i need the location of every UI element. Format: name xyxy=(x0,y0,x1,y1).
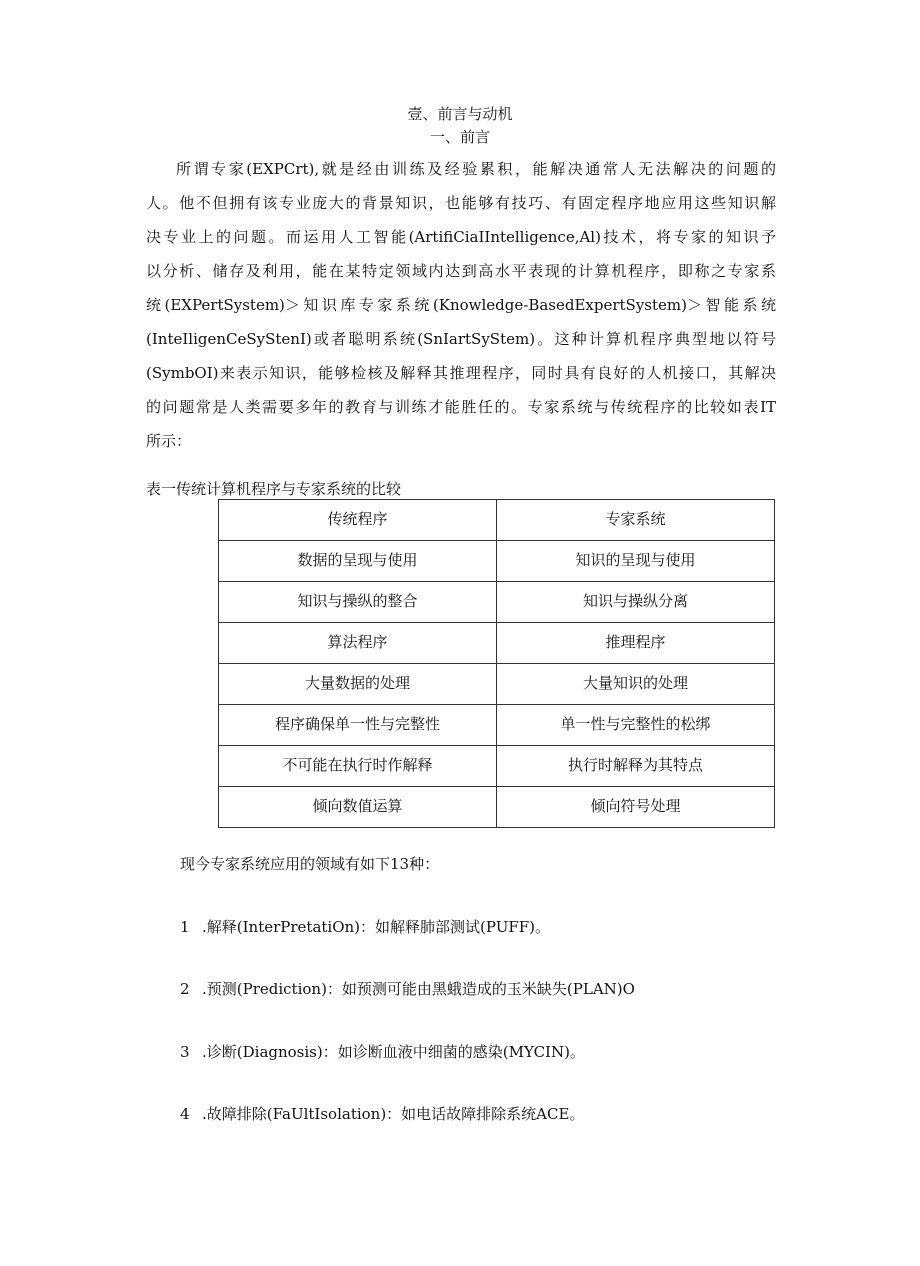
table-header-cell: 专家系统 xyxy=(497,500,775,541)
table-row xyxy=(219,664,775,705)
section-title: 壹、前言与动机 xyxy=(407,105,513,123)
paragraph-line: 决专业上的问题。而运用人工智能(ArtifiCiaIIntelligence,Al)技术，将专家的知识予 xyxy=(146,228,776,246)
list-text: .预测(Prediction)：如预测可能由黑蛾造成的玉米缺失(PLAN)O xyxy=(202,980,635,998)
table-header-row xyxy=(219,500,775,541)
table-cell: 数据的呈现与使用 xyxy=(219,541,497,582)
paragraph-line: 的问题常是人类需要多年的教育与训练才能胜任的。专家系统与传统程序的比较如表IT xyxy=(146,398,776,416)
table-header-cell: 传统程序 xyxy=(219,500,497,541)
table-row xyxy=(219,787,775,828)
list-number: 2 xyxy=(180,980,190,998)
paragraph-line: 统(EXPertSystem)＞知识库专家系统(Knowledge-BasedExpertSystem)＞智能系统 xyxy=(146,296,776,314)
list-item xyxy=(180,916,550,937)
list-number: 1 xyxy=(180,918,190,936)
table-row xyxy=(219,582,775,623)
table-cell: 倾向符号处理 xyxy=(497,787,775,828)
paragraph-line: 所示： xyxy=(146,432,192,450)
table-cell: 大量数据的处理 xyxy=(219,664,497,705)
table-cell: 倾向数值运算 xyxy=(219,787,497,828)
list-intro: 现今专家系统应用的领域有如下13种： xyxy=(180,855,440,873)
comparison-table xyxy=(218,499,775,828)
table-cell: 推理程序 xyxy=(497,623,775,664)
table-cell: 执行时解释为其特点 xyxy=(497,746,775,787)
table-cell: 单一性与完整性的松绑 xyxy=(497,705,775,746)
list-text: .故障排除(FaUltIsolation)：如电话故障排除系统ACE。 xyxy=(202,1105,585,1123)
paragraph-line: 所谓专家(EXPCrt),就是经由训练及经验累积，能解决通常人无法解决的问题的 xyxy=(176,160,776,178)
table-cell: 算法程序 xyxy=(219,623,497,664)
paragraph-line: (InteIligenCeSyStenI)或者聪明系统(SnIartSyStem)。这种计算机程序典型地以符号 xyxy=(146,330,776,348)
table-caption: 表一传统计算机程序与专家系统的比较 xyxy=(146,480,402,498)
table-cell: 程序确保单一性与完整性 xyxy=(219,705,497,746)
subsection-title: 一、前言 xyxy=(429,128,490,146)
intro-paragraph xyxy=(146,152,776,458)
paragraph-line: 人。他不但拥有该专业庞大的背景知识，也能够有技巧、有固定程序地应用这些知识解 xyxy=(146,194,776,212)
table-cell: 知识与操纵分离 xyxy=(497,582,775,623)
table-cell: 大量知识的处理 xyxy=(497,664,775,705)
list-text: .诊断(Diagnosis)：如诊断血液中细菌的感染(MYCIN)。 xyxy=(202,1043,585,1061)
list-item xyxy=(180,1041,585,1062)
list-item xyxy=(180,978,635,999)
paragraph-line: (SymbOI)来表示知识，能够检核及解释其推理程序，同时具有良好的人机接口，其解决 xyxy=(146,364,776,382)
table-cell: 知识与操纵的整合 xyxy=(219,582,497,623)
table-row xyxy=(219,746,775,787)
list-number: 3 xyxy=(180,1043,190,1061)
list-number: 4 xyxy=(180,1105,190,1123)
list-item xyxy=(180,1103,584,1124)
list-text: .解释(InterPretatiOn)：如解释肺部测试(PUFF)。 xyxy=(202,918,551,936)
table-cell: 知识的呈现与使用 xyxy=(497,541,775,582)
table-row xyxy=(219,705,775,746)
table-row xyxy=(219,541,775,582)
table-row xyxy=(219,623,775,664)
table-cell: 不可能在执行时作解释 xyxy=(219,746,497,787)
paragraph-line: 以分析、储存及利用，能在某特定领域内达到高水平表现的计算机程序，即称之专家系 xyxy=(146,262,776,280)
